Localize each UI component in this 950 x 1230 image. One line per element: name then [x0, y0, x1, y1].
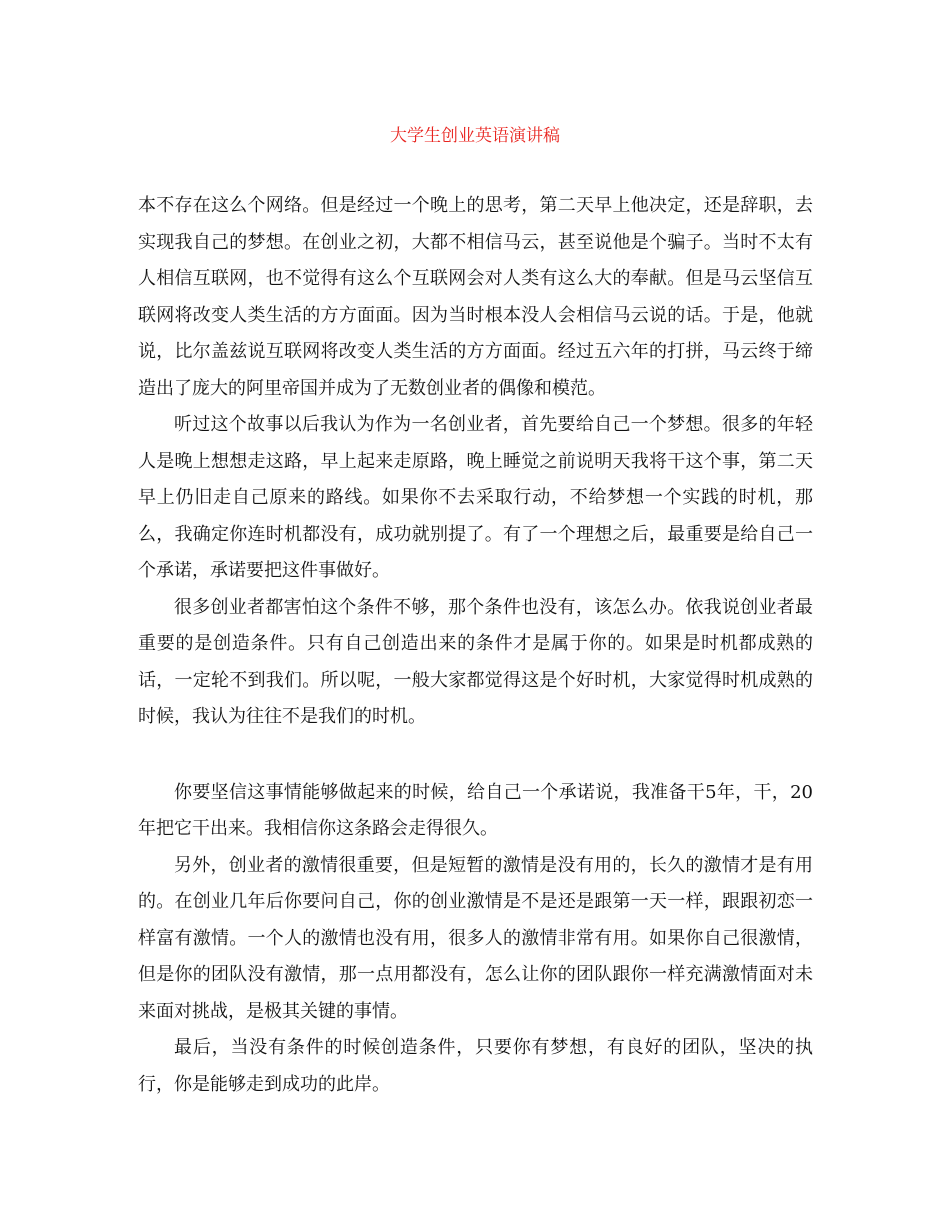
paragraph-2: 听过这个故事以后我认为作为一名创业者，首先要给自己一个梦想。很多的年轻人是晚上想想走这路，早上起来走原路，晚上睡觉之前说明天我将干这个事，第二天早上仍旧走自己原来的路线。如果你不去采取行动，不给梦想一个实践的时机，那么，我确定你连时机都没有，成功就别提了。有了一个理想之后，最重要是给自己一个承诺，承诺要把这件事做好。: [138, 414, 813, 581]
paragraph-1: 本不存在这么个网络。但是经过一个晚上的思考，第二天早上他决定，还是辞职，去实现我自己的梦想。在创业之初，大都不相信马云，甚至说他是个骗子。当时不太有人相信互联网，也不觉得有这么个互联网会对人类有这么大的奉献。但是马云坚信互联网将改变人类生活的方方面面。因为当时根本没人会相信马云说的话。于是，他就说，比尔盖兹说互联网将改变人类生活的方方面面。经过五六年的打拼，马云终于缔造出了庞大的阿里帝国并成为了无数创业者的偶像和模范。: [138, 195, 813, 399]
document-title: 大学生创业英语演讲稿: [390, 126, 560, 146]
document-body: [138, 188, 813, 1103]
paragraph-5: 另外，创业者的激情很重要，但是短暂的激情是没有用的，长久的激情才是有用的。在创业几年后你要问自己，你的创业激情是不是还是跟第一天一样，跟跟初恋一样富有激情。一个人的激情也没有用，很多人的激情非常有用。如果你自己很激情，但是你的团队没有激情，那一点用都没有，怎么让你的团队跟你一样充满激情面对未来面对挑战，是极其关键的事情。: [138, 854, 813, 1022]
paragraph-4: 你要坚信这事情能够做起来的时候，给自己一个承诺说，我准备干5年，干，20年把它干出来。我相信你这条路会走得很久。: [138, 781, 813, 839]
paragraph-6: 最后，当没有条件的时候创造条件，只要你有梦想，有良好的团队，坚决的执行，你是能够走到成功的此岸。: [138, 1037, 813, 1095]
paragraph-3: 很多创业者都害怕这个条件不够，那个条件也没有，该怎么办。依我说创业者最重要的是创造条件。只有自己创造出来的条件才是属于你的。如果是时机都成熟的话，一定轮不到我们。所以呢，一般大家都觉得这是个好时机，大家觉得时机成熟的时候，我认为往往不是我们的时机。: [138, 596, 813, 727]
